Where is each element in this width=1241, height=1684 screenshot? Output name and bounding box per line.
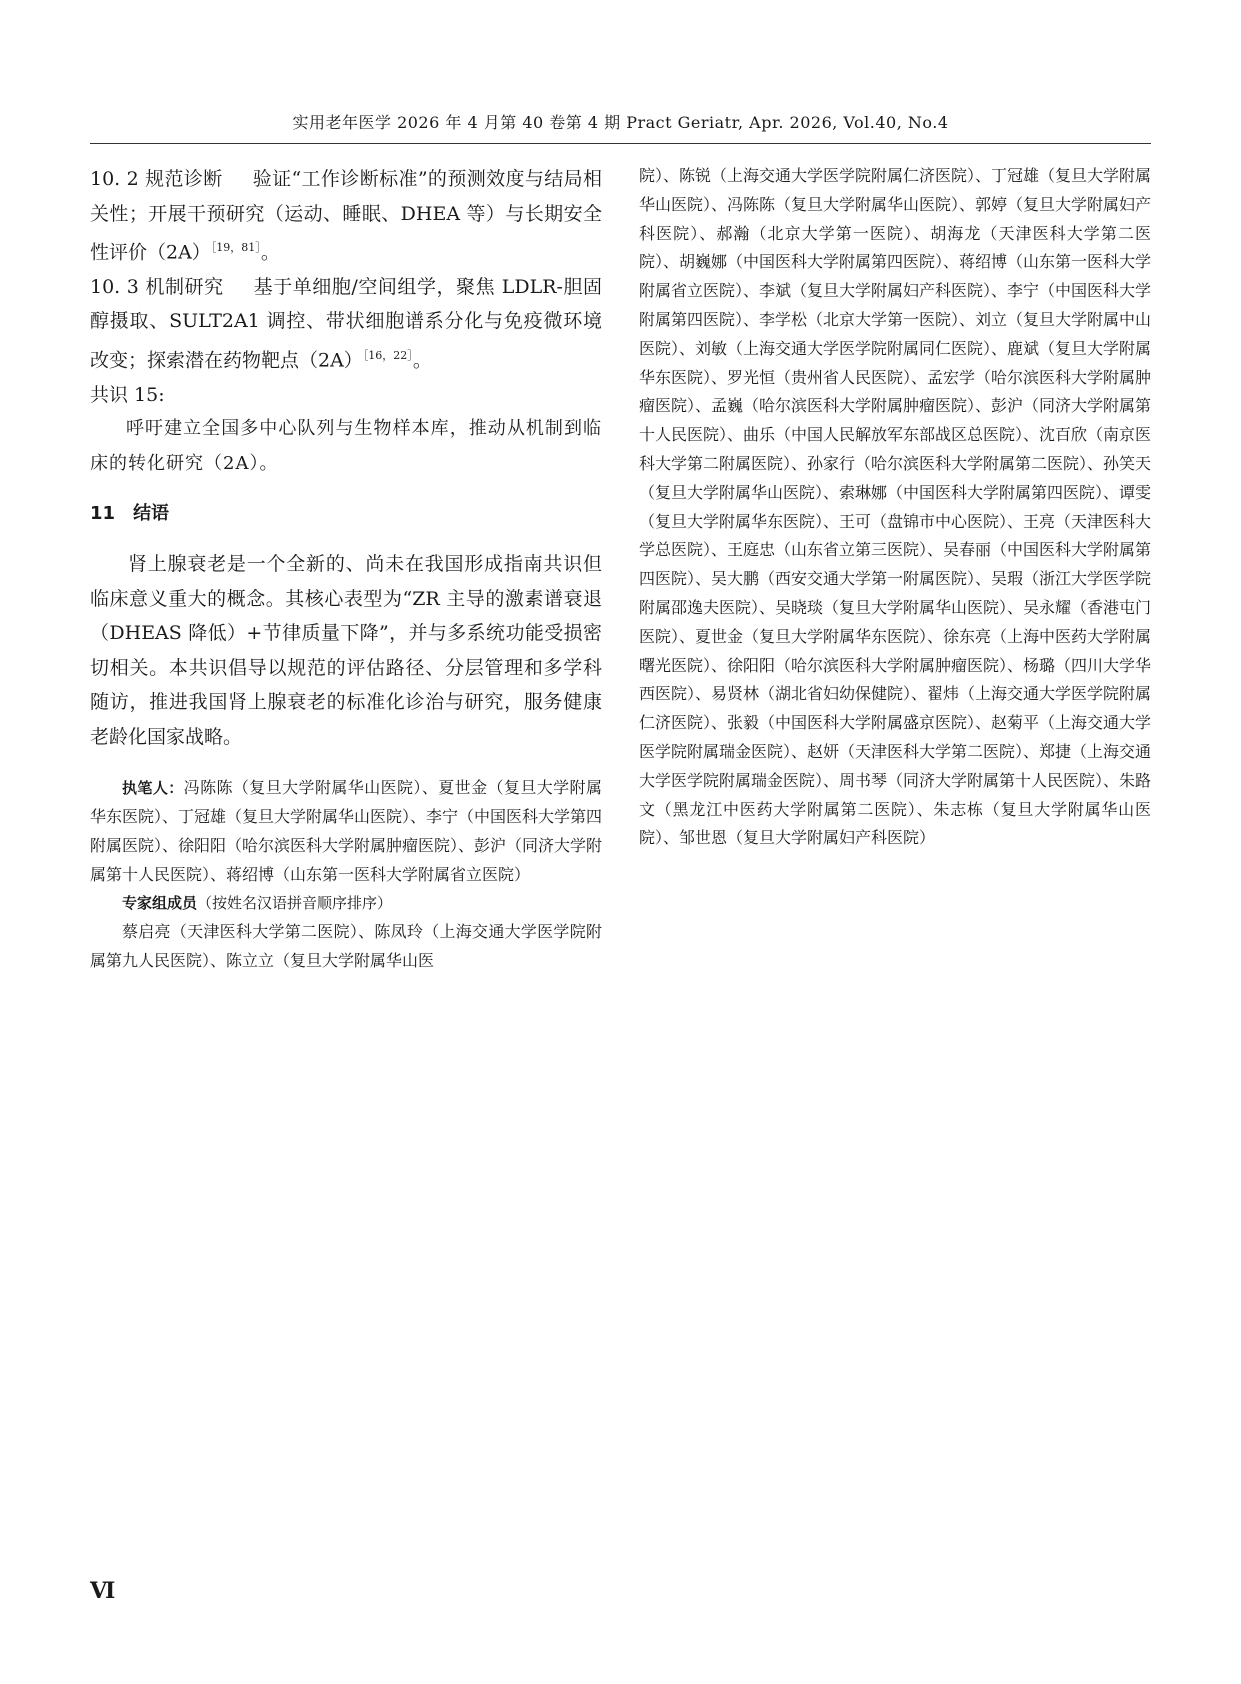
period: 。 — [412, 349, 432, 372]
authors-label: 执笔人： — [122, 779, 184, 798]
section-10-3-text: 基于单细胞/空间组学，聚焦 LDLR-胆固醇摄取、SULT2A1 调控、带状细胞谱系分化与免疫微环境改变；探索潜在药物靶点（2A） — [90, 275, 602, 372]
section-10-2-label: 10. 2 规范诊断 — [90, 168, 223, 190]
experts-text-left: 蔡启亮（天津医科大学第二医院）、陈凤玲（上海交通大学医学院附属第九人民医院）、陈立立（复旦大学附属华山医 — [90, 922, 602, 970]
section-title: 结语 — [133, 503, 170, 525]
consensus-label: 共识 15: — [90, 383, 165, 406]
section-11-heading — [90, 499, 602, 525]
experts-heading — [90, 889, 602, 918]
experts-label: 专家组成员 — [122, 894, 198, 913]
section-10-2 — [90, 162, 602, 270]
running-head: 实用老年医学 2026 年 4 月第 40 卷第 4 期 Pract Geriatr, Apr. 2026, Vol.40, No.4 — [292, 113, 949, 132]
citation: ［19，81］ — [210, 241, 261, 254]
page-number: Ⅵ — [90, 1578, 116, 1604]
citation: ［16，22］ — [362, 348, 413, 362]
right-column — [639, 162, 1151, 853]
section-10-2-text: 验证“工作诊断标准”的预测效度与结局相关性；开展干预研究（运动、睡眠、DHEA 等）与长期安全性评价（2A） — [90, 168, 602, 264]
left-column — [90, 162, 602, 976]
authors-text: 冯陈陈（复旦大学附属华山医院）、夏世金（复旦大学附属华东医院）、丁冠雄（复旦大学附属华山医院）、李宁（中国医科大学第四附属医院）、徐阳阳（哈尔滨医科大学附属肿瘤医院）、彭沪（同济大学附属第十人民医院）、蒋绍博（山东第一医科大学附属省立医院） — [90, 778, 603, 884]
authors-paragraph — [90, 774, 602, 889]
conclusion-paragraph: 肾上腺衰老是一个全新的、尚未在我国形成指南共识但临床意义重大的概念。其核心表型为“ZR 主导的激素谱衰退（DHEAS 降低）+节律质量下降”，并与多系统功能受损密切相关。本共识倡导以规范的评估路径、分层管理和多学科随访，推进我国肾上腺衰老的标准化诊治与研究，服务健康老龄化国家战略。 — [90, 553, 602, 748]
header-rule — [90, 143, 1151, 144]
period: 。 — [260, 241, 280, 264]
section-10-3-label: 10. 3 机制研究 — [90, 275, 224, 298]
section-10-3 — [90, 270, 602, 378]
section-number: 11 — [90, 503, 116, 525]
experts-text-right: 院）、陈锐（上海交通大学医学院附属仁济医院）、丁冠雄（复旦大学附属华山医院）、冯陈陈（复旦大学附属华山医院）、郭婷（复旦大学附属妇产科医院）、郝瀚（北京大学第一医院）、胡海龙（天津医科大学第二医院）、胡巍娜（中国医科大学附属第四医院）、蒋绍博（山东第一医科大学附属省立医院）、李斌（复旦大学附属妇产科医院）、李宁（中国医科大学附属第四医院）、李学松（北京大学第一医院）、刘立（复旦大学附属中山医院）、刘敏（上海交通大学医学院附属同仁医院）、鹿斌（复旦大学附属华东医院）、罗光恒（贵州省人民医院）、孟宏学（哈尔滨医科大学附属肿瘤医院）、孟巍（哈尔滨医科大学附属肿瘤医院）、彭沪（同济大学附属第十人民医院）、曲乐（中国人民解放军东部战区总医院）、沈百欣（南京医科大学第二附属医院）、孙家行（哈尔滨医科大学附属第二医院）、孙笑天（复旦大学附属华山医院）、索琳娜（中国医科大学附属第四医院）、谭雯（复旦大学附属华东医院）、王可（盘锦市中心医院）、王亮（天津医科大学总医院）、王庭忠（山东省立第三医院）、吴春丽（中国医科大学附属第四医院）、吴大鹏（西安交通大学第一附属医院）、吴瑕（浙江大学医学院附属邵逸夫医院）、吴晓琰（复旦大学附属华山医院）、吴永耀（香港屯门医院）、夏世金（复旦大学附属华东医院）、徐东亮（上海中医药大学附属曙光医院）、徐阳阳（哈尔滨医科大学附属肿瘤医院）、杨璐（四川大学华西医院）、易贤林（湖北省妇幼保健院）、翟炜（上海交通大学医学院附属仁济医院）、张毅（中国医科大学附属盛京医院）、赵菊平（上海交通大学医学院附属瑞金医院）、赵妍（天津医科大学第二医院）、郑捷（上海交通大学医学院附属瑞金医院）、周书琴（同济大学附属第十人民医院）、朱路文（黑龙江中医药大学附属第二医院）、朱志栋（复旦大学附属华山医院）、邹世恩（复旦大学附属妇产科医院） — [639, 166, 1152, 848]
consensus-text: 呼吁建立全国多中心队列与生物样本库，推动从机制到临床的转化研究（2A）。 — [90, 418, 602, 474]
experts-note: （按姓名汉语拼音顺序排序） — [197, 894, 393, 913]
